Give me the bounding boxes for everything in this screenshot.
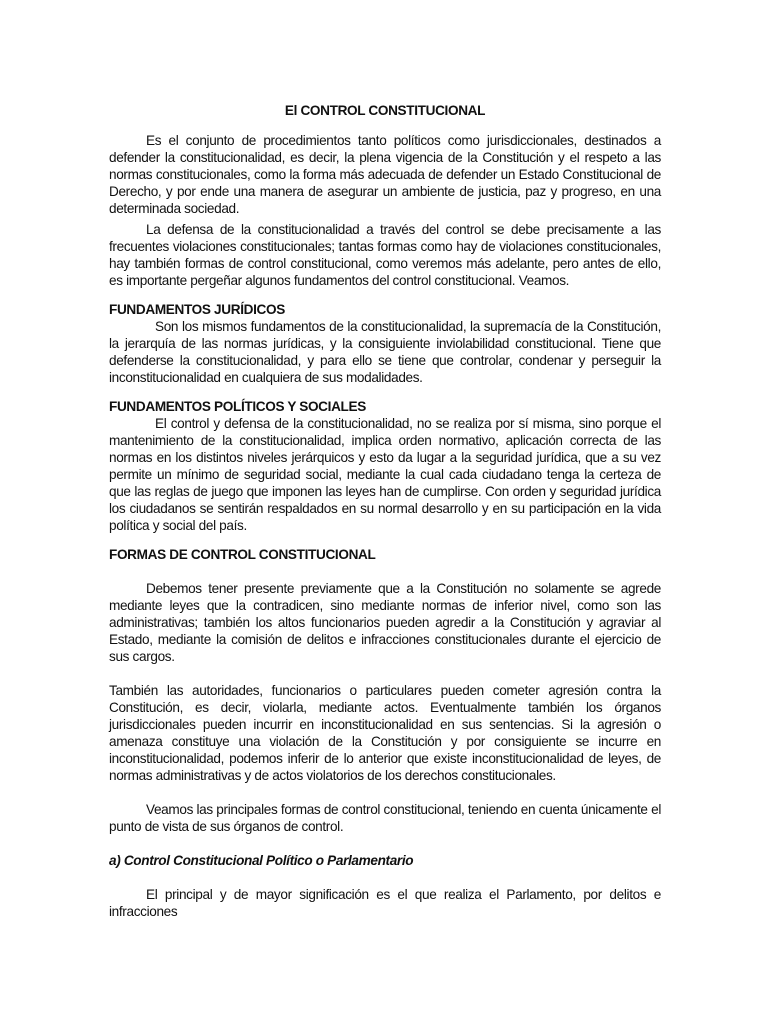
paragraph-fundamentos-juridicos: Son los mismos fundamentos de la constitucionalidad, la supremacía de la Constitución, la jerarquía de las normas jurídicas, y la consiguiente inviolabilidad constitucional. Tiene que defenderse la constitucionalidad, y para ello se tiene que controlar, condenar y perseguir la inconstitucionalidad en cualquiera de sus modalidades. [109,319,661,385]
spacer [109,784,661,801]
document-title: El CONTROL CONSTITUCIONAL [284,103,486,118]
spacer [109,835,661,852]
paragraph-control-politico: El principal y de mayor significación es el que realiza el Parlamento, por delitos e infracciones [109,887,661,919]
spacer [109,386,661,398]
spacer [109,563,661,580]
paragraph-formas-control-1: Debemos tener presente previamente que a la Constitución no solamente se agrede mediante leyes que la contradicen, sino mediante normas de inferior nivel, como son las administrativas; también los altos funcionarios pueden agredir a la Constitución y agraviar al Estado, mediante la comisión de delitos e infracciones constitucionales durante el ejercicio de sus cargos. [109,581,661,664]
spacer [109,534,661,546]
heading-formas-control: FORMAS DE CONTROL CONSTITUCIONAL [109,547,376,562]
heading-fundamentos-juridicos: FUNDAMENTOS JURÍDICOS [109,302,285,317]
paragraph-formas-control-2: También las autoridades, funcionarios o particulares pueden cometer agresión contra la Constitución, es decir, violarla, mediante actos. Eventualmente también los órganos jurisdiccionales pueden incurrir en inconstitucionalidad en sus sentencias. Si la agresión o amenaza constituye una violación de la Constitución y por consiguiente se incurre en inconstitucionalidad, podemos inferir de lo anterior que existe inconstitucionalidad de leyes, de normas administrativas y de actos violatorios de los derechos constitucionales. [109,683,661,783]
heading-fundamentos-politicos: FUNDAMENTOS POLÍTICOS Y SOCIALES [109,399,366,414]
paragraph-fundamentos-politicos: El control y defensa de la constitucionalidad, no se realiza por sí misma, sino porque el mantenimiento de la constitucionalidad, implica orden normativo, aplicación correcta de las normas en los distintos niveles jerárquicos y esto da lugar a la seguridad jurídica, que a su vez permite un mínimo de seguridad social, mediante la cual cada ciudadano tenga la certeza de que las reglas de juego que imponen las leyes han de cumplirse. Con orden y seguridad jurídica los ciudadanos se sentirán respaldados en su normal desarrollo y en su participación en la vida política y social del país. [109,416,661,533]
spacer [109,665,661,682]
spacer [109,289,661,301]
intro-paragraph-1: Es el conjunto de procedimientos tanto políticos como jurisdiccionales, destinados a defender la constitucionalidad, es decir, la plena vigencia de la Constitución y el respeto a las normas constitucionales, como la forma más adecuada de defender un Estado Constitucional de Derecho, y por ende una manera de asegurar un ambiente de justicia, paz y progreso, en una determinada sociedad. [109,133,661,216]
document-body [109,102,661,920]
spacer [109,869,661,886]
heading-control-politico: a) Control Constitucional Político o Parlamentario [109,853,414,868]
intro-paragraph-2: La defensa de la constitucionalidad a través del control se debe precisamente a las frecuentes violaciones constitucionales; tantas formas como hay de violaciones constitucionales, hay también formas de control constitucional, como veremos más adelante, pero antes de ello, es importante pergeñar algunos fundamentos del control constitucional. Veamos. [109,222,661,288]
paragraph-formas-control-3: Veamos las principales formas de control constitucional, teniendo en cuenta únicamente el punto de vista de sus órganos de control. [109,802,661,834]
